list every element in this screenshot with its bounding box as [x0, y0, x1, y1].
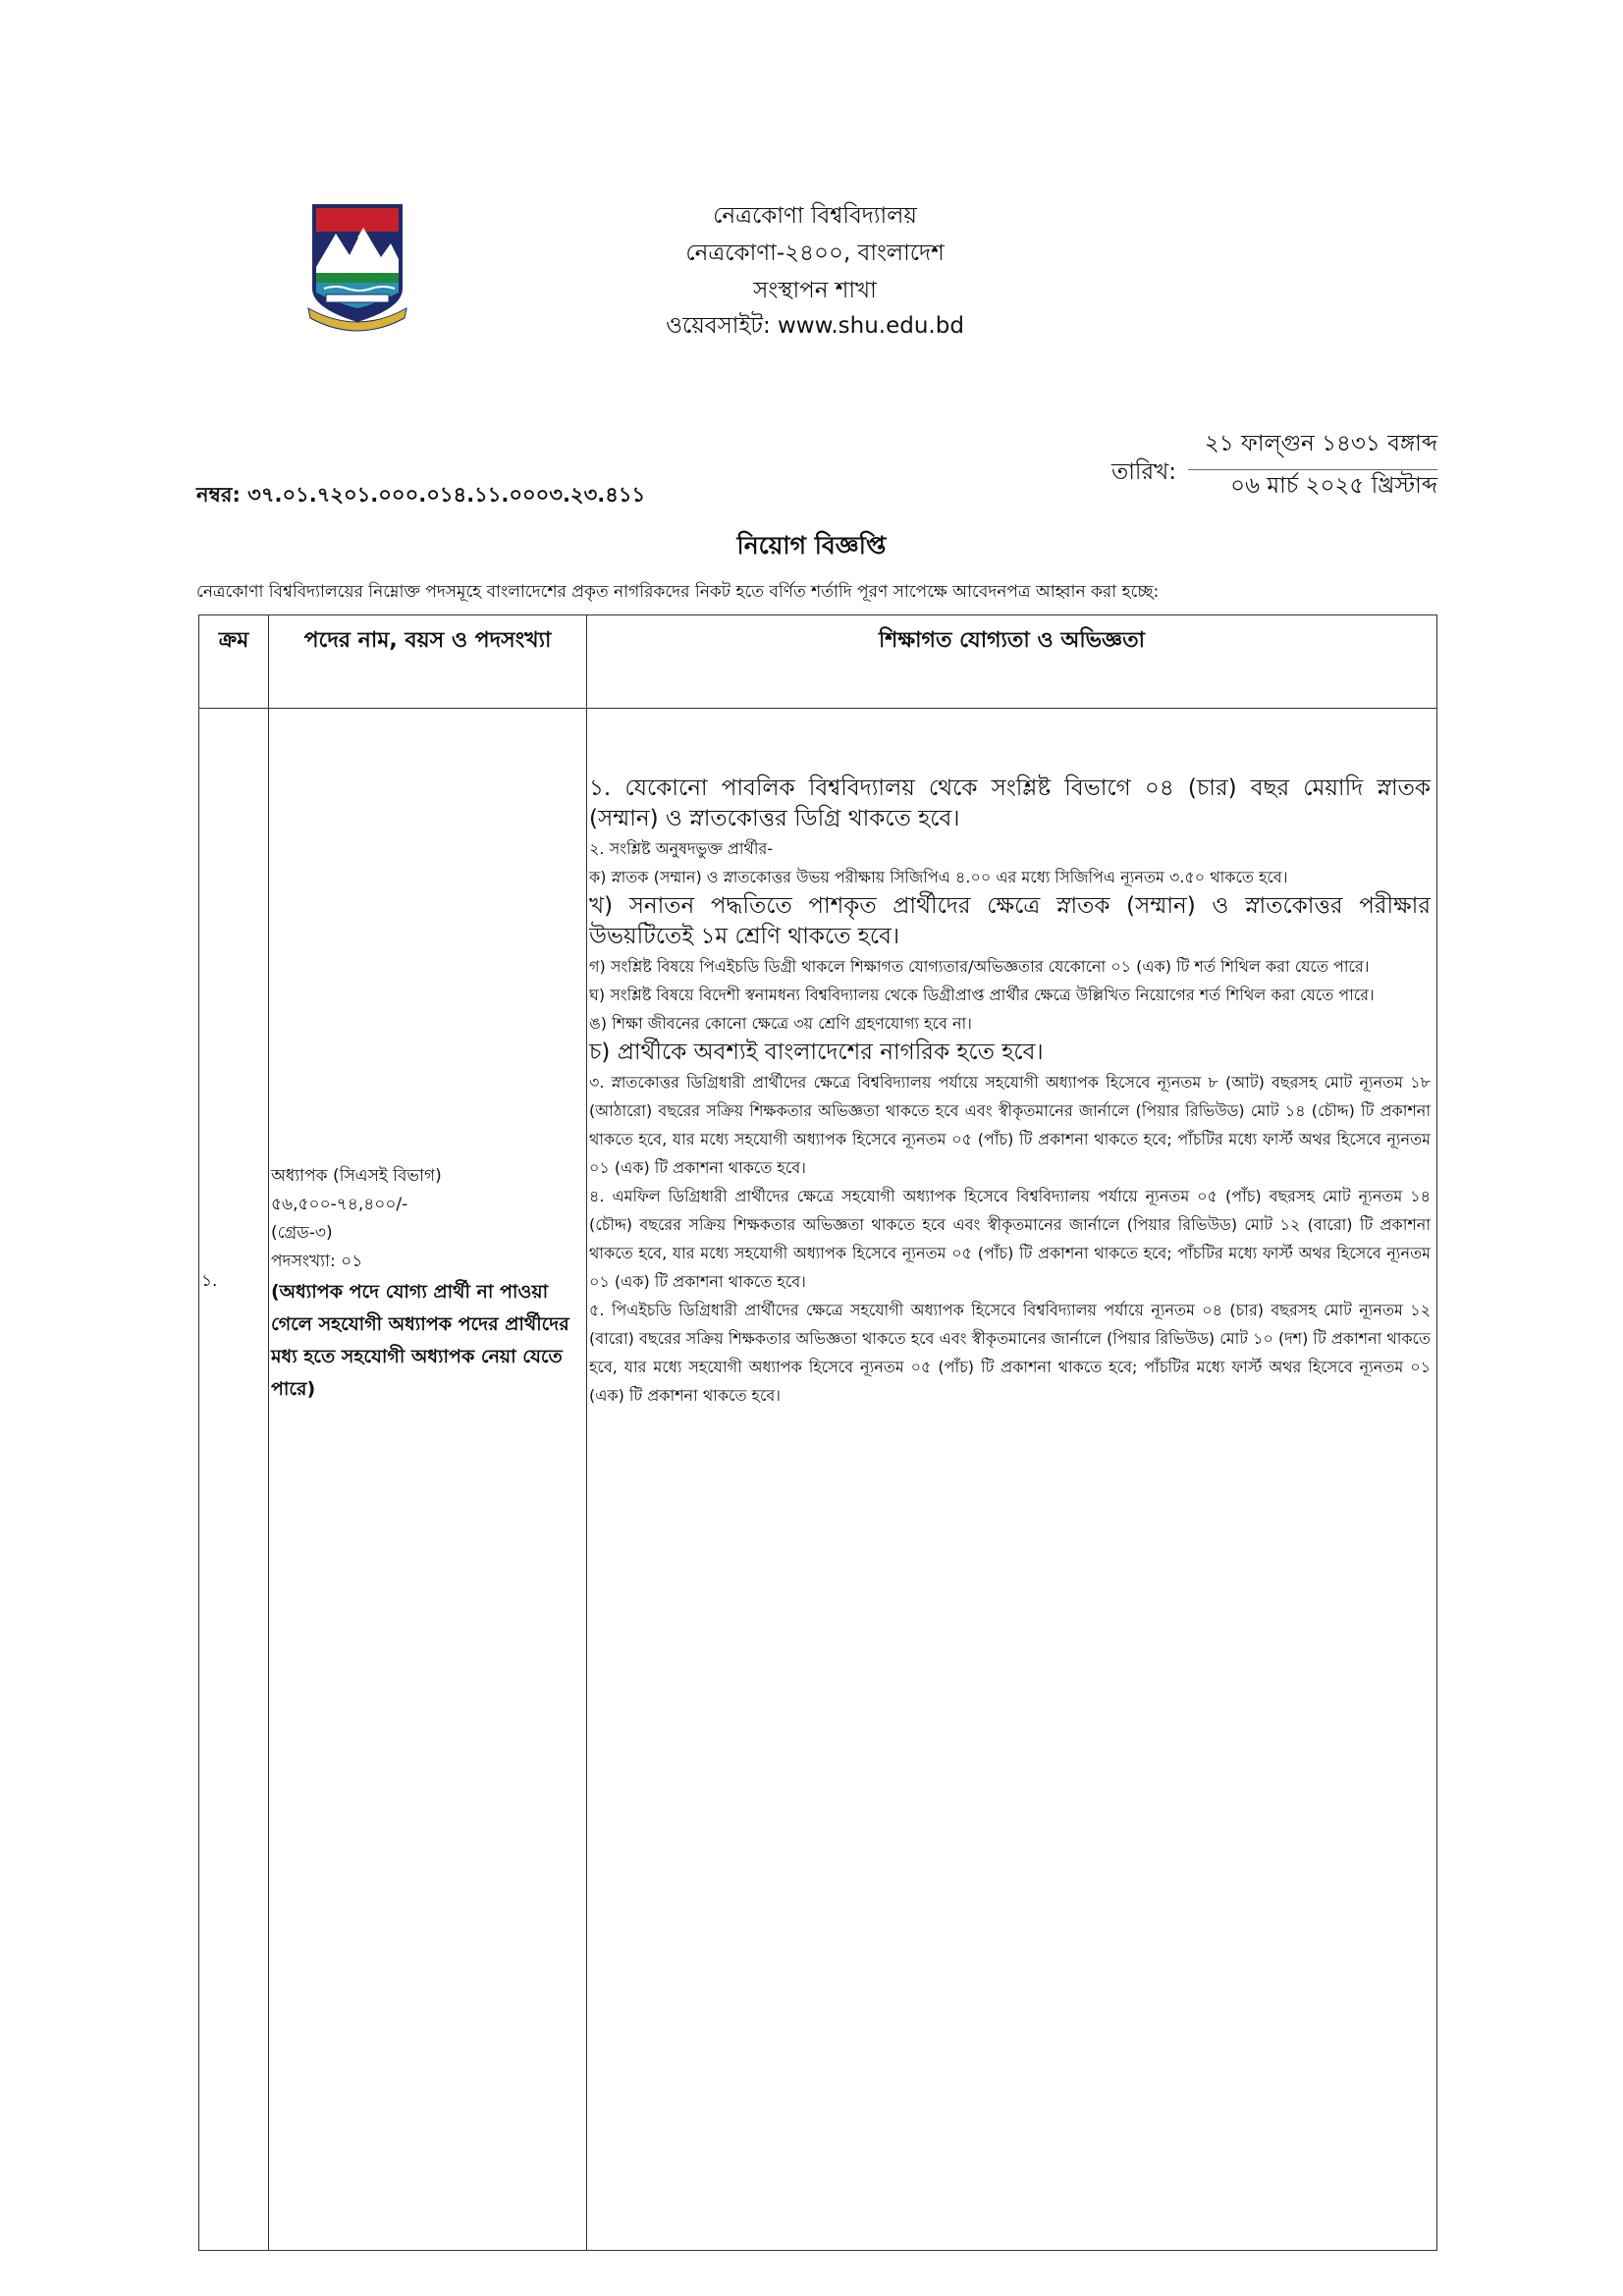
requirement-item: ঙ) শিক্ষা জীবনের কোনো ক্ষেত্রে ৩য় শ্রেণি গ্রহণযোগ্য হবে না। [589, 1014, 972, 1033]
notice-title: নিয়োগ বিজ্ঞপ্তি [736, 531, 887, 560]
requirement-item: ৩. স্নাতকোত্তর ডিগ্রিধারী প্রার্থীদের ক্ষেত্রে বিশ্ববিদ্যালয় পর্যায়ে সহযোগী অধ্যাপক হিসেবে ন্যূনতম ৮ (আট) বছরসহ মোট ন্যূনতম ১৮ (আঠারো) বছরের সক্রিয় শিক্ষকতার অভিজ্ঞতা থাকতে হবে এবং স্বীকৃতমানের জার্নালে (পিয়ার রিভিউড) মোট ১৪ (চৌদ্দ) টি প্রকাশনা থাকতে হবে, যার মধ্যে সহযোগী অধ্যাপক হিসেবে ন্যূনতম ০৫ (পাঁচ) টি প্রকাশনা থাকতে হবে; পাঁচটির মধ্যে ফার্স্ট অথর হিসেবে ন্যূনতম ০১ (এক) টি প্রকাশনা থাকতে হবে। [589, 1073, 1431, 1177]
header-qualification: শিক্ষাগত যোগ্যতা ও অভিজ্ঞতা [587, 615, 1437, 709]
requirement-item: ঘ) সংশ্লিষ্ট বিষয়ে বিদেশী স্বনামধন্য বিশ্ববিদ্যালয় থেকে ডিগ্রীপ্রাপ্ত প্রার্থীর ক্ষেত্রে উল্লিখিত নিয়োগের শর্ত শিথিল করা যেতে পারে। [589, 986, 1375, 1004]
table-header-row [199, 615, 1437, 709]
university-seal-logo [306, 198, 408, 336]
post-details [269, 709, 587, 2251]
requirement-item: ক) স্নাতক (সম্মান) ও স্নাতকোত্তর উভয় পরীক্ষায় সিজিপিএ ৪.০০ এর মধ্যে সিজিপিএ ন্যূনতম ৩.৫০ থাকতে হবে। [589, 868, 1288, 886]
post-grade: (গ্রেড-৩) [271, 1223, 333, 1243]
section-name: সংস্থাপন শাখা [753, 278, 877, 303]
memo-number: নম্বর: ৩৭.০১.৭২০১.০০০.০১৪.১১.০০০৩.২৩.৪১১ [196, 483, 646, 507]
post-pay-scale: ৫৬,৫০০-৭৪,৪০০/- [271, 1195, 408, 1214]
date-gregorian: ০৬ মার্চ ২০২৫ খ্রিস্টাব্দ [1230, 473, 1437, 499]
post-name: অধ্যাপক (সিএসই বিভাগ) [271, 1166, 442, 1186]
post-count: পদসংখ্যা: ০১ [271, 1252, 363, 1271]
recruitment-table [198, 614, 1437, 2251]
website: ওয়েবসাইট: www.shu.edu.bd [666, 313, 964, 339]
requirement-item: ৪. এমফিল ডিগ্রিধারী প্রার্থীদের ক্ষেত্রে সহযোগী অধ্যাপক হিসেবে বিশ্ববিদ্যালয় পর্যায়ে ন্যূনতম ০৫ (পাঁচ) বছরসহ মোট ন্যূনতম ১৪ (চৌদ্দ) বছরের সক্রিয় শিক্ষকতার অভিজ্ঞতা থাকতে হবে এবং স্বীকৃতমানের জার্নালে (পিয়ার রিভিউড) মোট ১২ (বারো) টি প্রকাশনা থাকতে হবে, যার মধ্যে সহযোগী অধ্যাপক হিসেবে ন্যূনতম ০৫ (পাঁচ) টি প্রকাশনা থাকতে হবে; পাঁচটির মধ্যে ফার্স্ট অথর হিসেবে ন্যূনতম ০১ (এক) টি প্রকাশনা থাকতে হবে। [589, 1187, 1431, 1291]
notice-intro: নেত্রকোণা বিশ্ববিদ্যালয়ের নিম্নোক্ত পদসমূহে বাংলাদেশের প্রকৃত নাগরিকদের নিকট হতে বর্ণিত শর্তাদি পূরণ সাপেক্ষে আবেদনপত্র আহ্বান করা হচ্ছে: [196, 582, 1160, 602]
university-address: নেত্রকোণা-২৪০০, বাংলাদেশ [685, 240, 945, 266]
requirement-item: ২. সংশ্লিষ্ট অনুষদভুক্ত প্রার্থীর- [589, 839, 774, 858]
header-post: পদের নাম, বয়স ও পদসংখ্যা [269, 615, 587, 709]
requirement-item: ১. যেকোনো পাবলিক বিশ্ববিদ্যালয় থেকে সংশ্লিষ্ট বিভাগে ০৪ (চার) বছর মেয়াদি স্নাতক (সম্মান) ও স্নাতকোত্তর ডিগ্রি থাকতে হবে। [589, 775, 1431, 831]
table-row [199, 709, 1437, 2251]
requirements [587, 709, 1437, 2251]
requirement-item: খ) সনাতন পদ্ধতিতে পাশকৃত প্রার্থীদের ক্ষেত্রে স্নাতক (সম্মান) ও স্নাতকোত্তর পরীক্ষার উভয়টিতেই ১ম শ্রেণি থাকতে হবে। [589, 893, 1431, 949]
row-serial: ১. [199, 709, 269, 2251]
requirement-item: গ) সংশ্লিষ্ট বিষয়ে পিএইচডি ডিগ্রী থাকলে শিক্ষাগত যোগ্যতার/অভিজ্ঞতার যেকোনো ০১ (এক) টি শর্ত শিথিল করা যেতে পারে। [589, 957, 1370, 976]
university-name: নেত্রকোণা বিশ্ববিদ্যালয় [713, 203, 917, 229]
header-serial: ক্রম [199, 615, 269, 709]
date-bangla: ২১ ফাল্গুন ১৪৩১ বঙ্গাব্দ [1188, 425, 1437, 470]
requirement-item: চ) প্রার্থীকে অবশ্যই বাংলাদেশের নাগরিক হতে হবে। [589, 1040, 1044, 1065]
requirement-item: ৫. পিএইচডি ডিগ্রিধারী প্রার্থীদের ক্ষেত্রে সহযোগী অধ্যাপক হিসেবে বিশ্ববিদ্যালয় পর্যায়ে ন্যূনতম ০৪ (চার) বছরসহ মোট ন্যূনতম ১২ (বারো) বছরের সক্রিয় শিক্ষকতার অভিজ্ঞতা থাকতে হবে এবং স্বীকৃতমানের জার্নালে (পিয়ার রিভিউড) মোট ১০ (দশ) টি প্রকাশনা থাকতে হবে, যার মধ্যে সহযোগী অধ্যাপক হিসেবে ন্যূনতম ০৫ (পাঁচ) টি প্রকাশনা থাকতে হবে; পাঁচটির মধ্যে ফার্স্ট অথর হিসেবে ন্যূনতম ০১ (এক) টি প্রকাশনা থাকতে হবে। [589, 1301, 1431, 1405]
date-label: তারিখ: [1111, 459, 1177, 485]
post-note: (অধ্যাপক পদে যোগ্য প্রার্থী না পাওয়া গেলে সহযোগী অধ্যাপক পদের প্রার্থীদের মধ্য হতে সহযোগী অধ্যাপক নেয়া যেতে পারে) [271, 1281, 569, 1400]
